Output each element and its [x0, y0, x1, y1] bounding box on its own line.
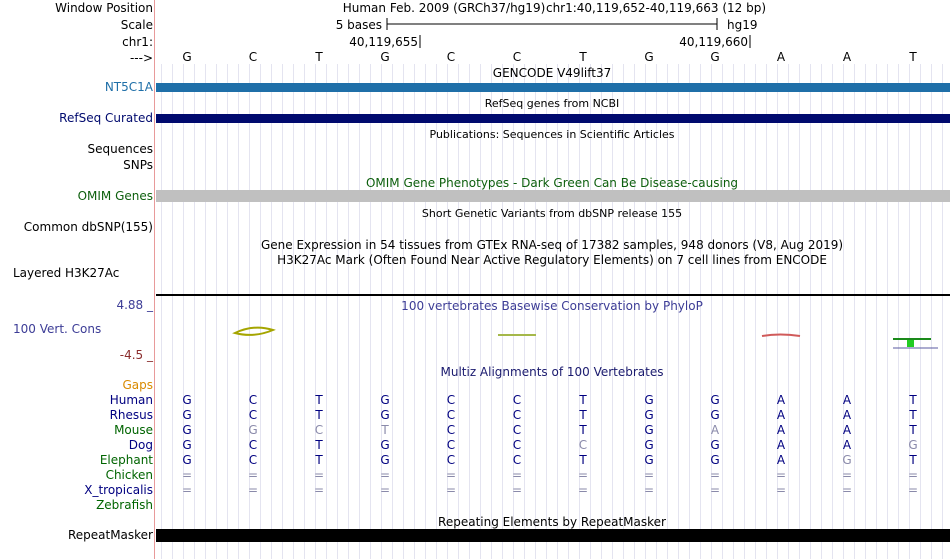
track-title-dbsnp: Short Genetic Variants from dbSNP release 155 [421, 207, 683, 220]
track-label-h3k27ac[interactable]: Layered H3K27Ac [13, 266, 120, 280]
alignment-base: = [907, 483, 919, 497]
scale-ruler [0, 0, 950, 60]
alignment-base: = [247, 483, 259, 497]
alignment-base: G [710, 438, 720, 452]
reference-base: C [446, 50, 456, 64]
track-label-cons[interactable]: 100 Vert. Cons [13, 322, 102, 336]
reference-base: G [710, 50, 720, 64]
alignment-base: = [577, 483, 589, 497]
reference-base: G [182, 50, 192, 64]
alignment-base: C [248, 438, 258, 452]
chrom-label: chr1: [122, 35, 153, 49]
alignment-base: A [776, 453, 786, 467]
alignment-base: G [380, 408, 390, 422]
species-label[interactable]: X_tropicalis [84, 483, 153, 497]
alignment-base: G [644, 438, 654, 452]
alignment-base: = [445, 483, 457, 497]
alignment-base: G [710, 408, 720, 422]
alignment-base: = [379, 468, 391, 482]
alignment-base: G [380, 453, 390, 467]
alignment-base: = [247, 468, 259, 482]
db-text: hg19 [727, 18, 758, 32]
alignment-base: G [710, 393, 720, 407]
track-title-gencode: GENCODE V49lift37 [492, 66, 612, 80]
alignment-base: T [315, 438, 323, 452]
track-title-multiz: Multiz Alignments of 100 Vertebrates [440, 365, 664, 379]
alignment-base: G [842, 453, 852, 467]
alignment-base: A [776, 438, 786, 452]
track-title-refseq: RefSeq genes from NCBI [484, 97, 620, 110]
track-label-dbsnp[interactable]: Common dbSNP(155) [23, 220, 153, 234]
track-label-refseq[interactable]: RefSeq Curated [59, 111, 153, 125]
h3k27ac-baseline [156, 294, 950, 296]
alignment-base: = [643, 483, 655, 497]
alignment-base: G [380, 438, 390, 452]
alignment-base: G [908, 438, 918, 452]
species-label[interactable]: Rhesus [109, 408, 153, 422]
alignment-base: A [842, 423, 852, 437]
gene-bar-omim[interactable] [156, 190, 950, 202]
alignment-base: A [776, 393, 786, 407]
phylop-marks [0, 320, 950, 360]
track-label-repeatmasker[interactable]: RepeatMasker [67, 528, 153, 542]
coord-left: 40,119,655 [349, 35, 418, 49]
strand-label: ---> [129, 51, 153, 65]
scale-label: Scale [120, 18, 153, 32]
alignment-base: G [644, 453, 654, 467]
reference-base: T [315, 50, 323, 64]
alignment-base: C [512, 393, 522, 407]
alignment-base: G [248, 423, 258, 437]
alignment-base: C [446, 423, 456, 437]
alignment-base: = [379, 483, 391, 497]
alignment-base: A [776, 423, 786, 437]
alignment-base: G [182, 408, 192, 422]
alignment-base: C [512, 423, 522, 437]
alignment-base: G [644, 408, 654, 422]
track-label-gaps[interactable]: Gaps [122, 378, 153, 392]
alignment-base: = [709, 483, 721, 497]
reference-base: T [579, 50, 587, 64]
alignment-base: C [512, 438, 522, 452]
alignment-base: G [182, 423, 192, 437]
reference-base: C [248, 50, 258, 64]
track-title-omim: OMIM Gene Phenotypes - Dark Green Can Be Disease-causing [365, 176, 739, 190]
alignment-base: T [579, 408, 587, 422]
alignment-base: A [842, 438, 852, 452]
alignment-base: T [909, 393, 917, 407]
alignment-base: = [709, 468, 721, 482]
alignment-base: = [313, 483, 325, 497]
alignment-base: = [577, 468, 589, 482]
alignment-base: G [644, 393, 654, 407]
alignment-base: C [512, 408, 522, 422]
coord-right: 40,119,660 [679, 35, 748, 49]
alignment-base: T [315, 408, 323, 422]
alignment-base: G [644, 423, 654, 437]
reference-base: A [842, 50, 852, 64]
alignment-base: G [182, 438, 192, 452]
alignment-base: T [579, 453, 587, 467]
species-label[interactable]: Human [109, 393, 153, 407]
alignment-base: = [313, 468, 325, 482]
alignment-base: C [446, 438, 456, 452]
alignment-base: = [907, 468, 919, 482]
alignment-base: G [710, 453, 720, 467]
species-label[interactable]: Mouse [114, 423, 153, 437]
alignment-base: T [909, 408, 917, 422]
alignment-base: C [314, 423, 324, 437]
track-label-snps[interactable]: SNPs [123, 158, 153, 172]
alignment-base: = [511, 483, 523, 497]
alignment-base: A [776, 408, 786, 422]
alignment-base: = [181, 468, 193, 482]
gene-bar-refseq[interactable] [156, 114, 950, 123]
alignment-base: C [578, 438, 588, 452]
reference-base: G [644, 50, 654, 64]
alignment-base: T [579, 393, 587, 407]
alignment-base: = [775, 468, 787, 482]
alignment-base: T [315, 453, 323, 467]
track-label-nt5c1a[interactable]: NT5C1A [104, 80, 153, 94]
track-title-gtex: Gene Expression in 54 tissues from GTEx RNA-seq of 17382 samples, 948 donors (V8, Aug 2019) [260, 238, 844, 252]
alignment-base: = [643, 468, 655, 482]
track-title-h3k27ac: H3K27Ac Mark (Often Found Near Active Regulatory Elements) on 7 cell lines from ENCODE [277, 253, 827, 267]
scale-text: 5 bases [335, 18, 382, 32]
alignment-base: = [181, 483, 193, 497]
reference-base: G [380, 50, 390, 64]
alignment-base: A [710, 423, 720, 437]
alignment-base: A [842, 393, 852, 407]
species-label[interactable]: Dog [128, 438, 153, 452]
alignment-base: = [511, 468, 523, 482]
gene-bar-nt5c1a[interactable] [156, 83, 950, 92]
position-text: chr1:40,119,652-40,119,663 (12 bp) [545, 1, 767, 15]
cons-min-label: -4.5 _ [119, 348, 153, 362]
track-title-phylop: 100 vertebrates Basewise Conservation by PhyloP [401, 299, 703, 313]
alignment-base: C [248, 453, 258, 467]
track-label-omim[interactable]: OMIM Genes [77, 189, 153, 203]
track-label-sequences[interactable]: Sequences [87, 142, 153, 156]
reference-base: C [512, 50, 522, 64]
alignment-base: T [381, 423, 389, 437]
track-title-publications: Publications: Sequences in Scientific Articles [429, 128, 675, 141]
alignment-base: = [841, 468, 853, 482]
window-position-label: Window Position [55, 1, 153, 15]
alignment-base: C [446, 408, 456, 422]
species-label[interactable]: Elephant [99, 453, 153, 467]
assembly-text: Human Feb. 2009 (GRCh37/hg19) [342, 1, 546, 15]
alignment-base: T [909, 453, 917, 467]
alignment-base: = [841, 483, 853, 497]
alignment-base: C [248, 408, 258, 422]
alignment-base: G [380, 393, 390, 407]
alignment-base: C [248, 393, 258, 407]
cons-max-label: 4.88 _ [116, 298, 153, 312]
track-title-repeatmasker: Repeating Elements by RepeatMasker [438, 515, 666, 529]
alignment-base: G [182, 453, 192, 467]
species-label[interactable]: Zebrafish [96, 498, 153, 512]
species-label[interactable]: Chicken [105, 468, 153, 482]
alignment-base: T [909, 423, 917, 437]
alignment-base: C [446, 393, 456, 407]
reference-base: A [776, 50, 786, 64]
repeatmasker-bar[interactable] [156, 529, 950, 542]
alignment-base: C [512, 453, 522, 467]
reference-base: T [909, 50, 917, 64]
alignment-base: C [446, 453, 456, 467]
alignment-base: T [579, 423, 587, 437]
alignment-base: G [182, 393, 192, 407]
alignment-base: = [775, 483, 787, 497]
alignment-base: = [445, 468, 457, 482]
alignment-base: A [842, 408, 852, 422]
label-column-divider [154, 0, 155, 559]
alignment-base: T [315, 393, 323, 407]
